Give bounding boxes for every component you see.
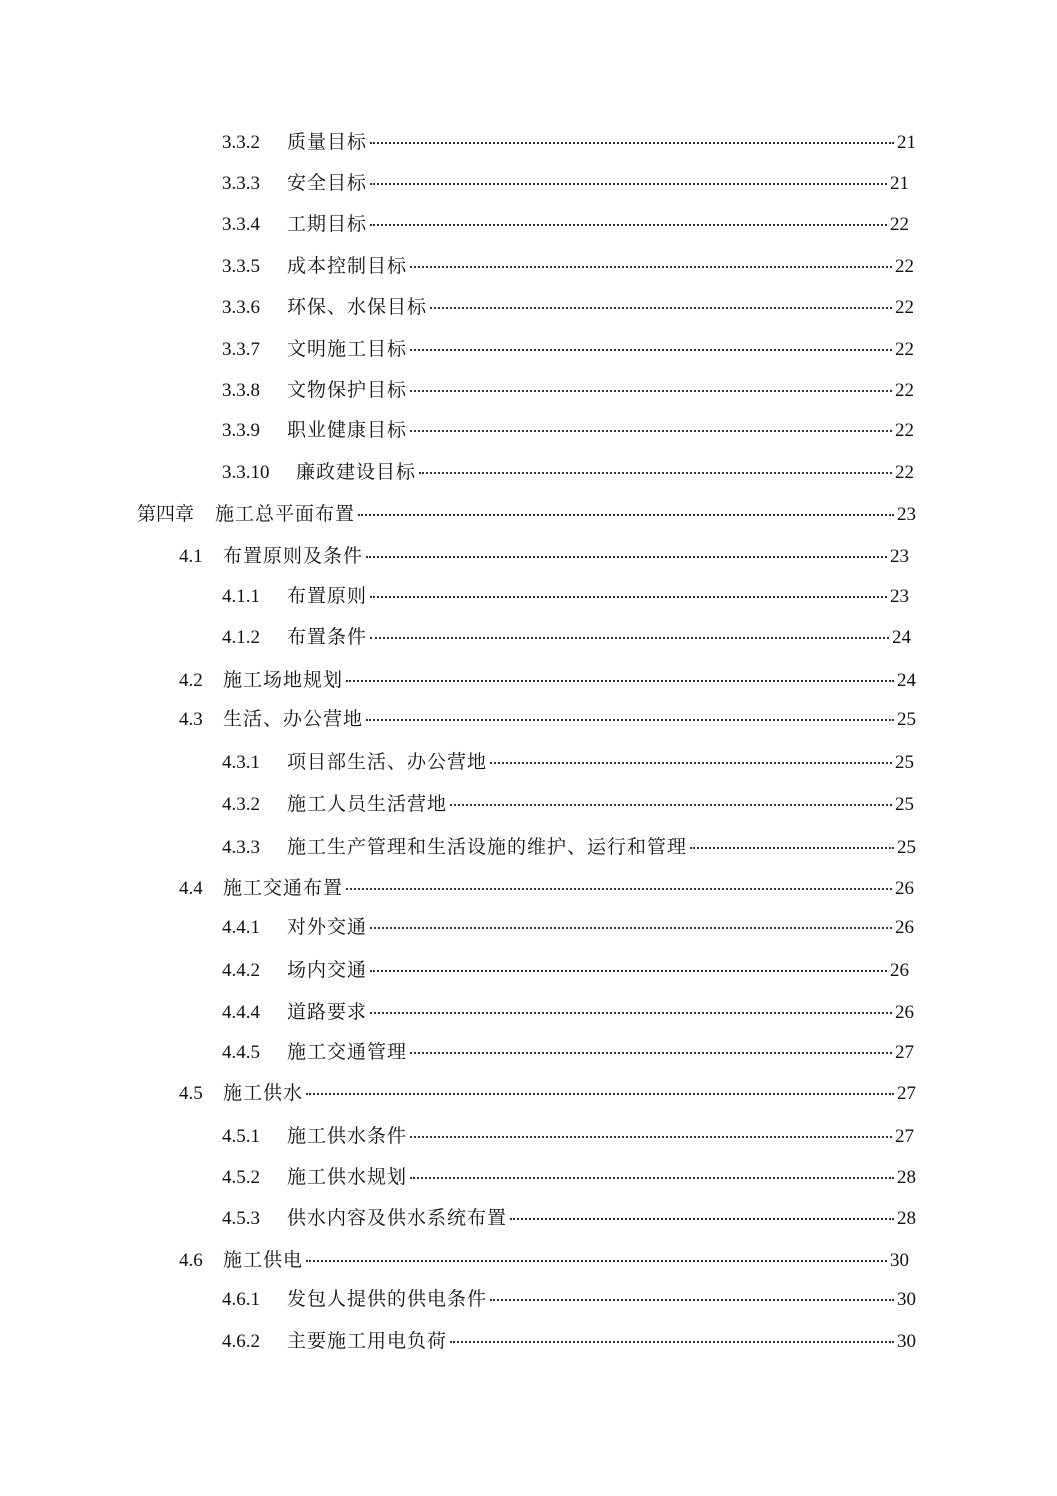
toc-entry-title: 施工交通布置	[223, 878, 344, 899]
dot-leader	[370, 142, 894, 144]
toc-entry-number: 4.4.4	[222, 1002, 260, 1023]
toc-entry[interactable]	[222, 379, 914, 403]
toc-entry-page-number: 22	[890, 214, 909, 235]
toc-entry[interactable]	[179, 1082, 916, 1106]
toc-entry-title: 环保、水保目标	[287, 297, 428, 318]
toc-entry[interactable]	[179, 708, 916, 732]
toc-entry-title: 文明施工目标	[287, 339, 408, 360]
toc-entry-number: 4.5.2	[222, 1167, 260, 1188]
dot-leader	[370, 970, 887, 972]
dot-leader	[306, 1093, 894, 1095]
toc-entry-number: 3.3.10	[222, 462, 270, 483]
toc-entry-number: 第四章	[137, 504, 195, 525]
dot-leader	[430, 307, 892, 309]
toc-entry[interactable]	[222, 1166, 916, 1190]
toc-entry[interactable]	[222, 1330, 916, 1354]
toc-entry[interactable]	[179, 1249, 909, 1273]
toc-entry-number: 4.6	[179, 1250, 203, 1271]
toc-entry-number: 3.3.5	[222, 256, 260, 277]
dot-leader	[410, 349, 892, 351]
toc-entry-number: 3.3.6	[222, 297, 260, 318]
toc-entry-number: 4.3	[179, 709, 203, 730]
toc-entry-title: 施工供电	[223, 1250, 304, 1271]
toc-entry[interactable]	[179, 669, 916, 693]
toc-entry-number: 3.3.4	[222, 214, 260, 235]
toc-entry[interactable]	[222, 296, 914, 320]
toc-entry-page-number: 24	[892, 627, 911, 648]
toc-entry[interactable]	[222, 172, 909, 196]
toc-entry-page-number: 25	[895, 752, 914, 773]
dot-leader	[490, 762, 892, 764]
dot-leader	[450, 1341, 894, 1343]
toc-entry-title: 廉政建设目标	[296, 462, 417, 483]
dot-leader	[419, 472, 892, 474]
toc-entry[interactable]	[222, 585, 909, 609]
toc-entry[interactable]	[222, 793, 914, 817]
toc-entry-page-number: 26	[895, 1002, 914, 1023]
toc-entry[interactable]	[222, 461, 914, 485]
toc-entry-number: 3.3.3	[222, 173, 260, 194]
dot-leader	[450, 804, 892, 806]
toc-entry-title: 布置原则及条件	[223, 546, 364, 567]
toc-entry-number: 4.4.5	[222, 1042, 260, 1063]
toc-entry-title: 施工总平面布置	[215, 504, 356, 525]
toc-entry-title: 施工人员生活营地	[287, 794, 448, 815]
toc-entry-number: 3.3.8	[222, 380, 260, 401]
dot-leader	[370, 637, 889, 639]
toc-entry-number: 3.3.9	[222, 420, 260, 441]
dot-leader	[370, 183, 887, 185]
toc-entry-page-number: 21	[897, 132, 916, 153]
toc-entry-page-number: 22	[895, 380, 914, 401]
toc-entry-number: 4.2	[179, 670, 203, 691]
dot-leader	[410, 266, 892, 268]
dot-leader	[370, 927, 892, 929]
toc-entry-page-number: 22	[895, 339, 914, 360]
toc-entry-page-number: 26	[895, 917, 914, 938]
toc-entry-number: 4.1.1	[222, 586, 260, 607]
toc-entry-title: 布置原则	[287, 586, 368, 607]
toc-entry-number: 4.5.3	[222, 1208, 260, 1229]
dot-leader	[410, 430, 892, 432]
toc-entry-number: 4.1	[179, 546, 203, 567]
toc-entry-page-number: 22	[895, 462, 914, 483]
toc-entry-page-number: 26	[890, 960, 909, 981]
toc-entry[interactable]	[222, 626, 911, 650]
toc-entry-page-number: 28	[897, 1208, 916, 1229]
dot-leader	[346, 888, 892, 890]
toc-entry-page-number: 28	[897, 1167, 916, 1188]
toc-entry-page-number: 25	[895, 794, 914, 815]
toc-entry-page-number: 30	[890, 1250, 909, 1271]
toc-entry[interactable]	[222, 836, 916, 860]
toc-entry[interactable]	[222, 1288, 916, 1312]
toc-entry[interactable]	[222, 419, 914, 443]
toc-entry-title: 职业健康目标	[287, 420, 408, 441]
toc-entry-page-number: 30	[897, 1289, 916, 1310]
toc-entry-number: 4.5.1	[222, 1126, 260, 1147]
toc-entry-page-number: 22	[895, 420, 914, 441]
dot-leader	[346, 680, 894, 682]
toc-entry-title: 供水内容及供水系统布置	[287, 1208, 508, 1229]
toc-entry-number: 4.1.2	[222, 627, 260, 648]
toc-entry-title: 成本控制目标	[287, 256, 408, 277]
toc-entry-number: 3.3.2	[222, 132, 260, 153]
toc-entry-title: 文物保护目标	[287, 380, 408, 401]
dot-leader	[490, 1299, 894, 1301]
toc-entry[interactable]	[137, 503, 916, 527]
toc-entry-page-number: 27	[897, 1083, 916, 1104]
toc-entry[interactable]	[222, 1207, 916, 1231]
toc-entry-page-number: 23	[897, 504, 916, 525]
toc-entry-number: 3.3.7	[222, 339, 260, 360]
toc-entry-number: 4.3.2	[222, 794, 260, 815]
toc-entry-page-number: 30	[897, 1331, 916, 1352]
toc-entry-page-number: 25	[897, 837, 916, 858]
toc-entry-number: 4.6.1	[222, 1289, 260, 1310]
toc-entry-number: 4.4.2	[222, 960, 260, 981]
dot-leader	[370, 1012, 892, 1014]
toc-entry-number: 4.3.3	[222, 837, 260, 858]
dot-leader	[410, 1052, 892, 1054]
toc-entry-page-number: 24	[897, 670, 916, 691]
dot-leader	[690, 847, 894, 849]
toc-entry-title: 项目部生活、办公营地	[287, 752, 488, 773]
toc-entry[interactable]	[222, 1125, 914, 1149]
dot-leader	[370, 596, 887, 598]
toc-entry-number: 4.4	[179, 878, 203, 899]
toc-entry-page-number: 23	[890, 586, 909, 607]
toc-entry-page-number: 21	[890, 173, 909, 194]
dot-leader	[410, 1177, 894, 1179]
toc-entry-title: 工期目标	[287, 214, 368, 235]
toc-entry-number: 4.5	[179, 1083, 203, 1104]
toc-entry[interactable]	[179, 545, 909, 569]
toc-entry[interactable]	[222, 338, 914, 362]
dot-leader	[366, 719, 894, 721]
dot-leader	[410, 390, 892, 392]
toc-entry-title: 发包人提供的供电条件	[287, 1289, 488, 1310]
toc-entry-title: 主要施工用电负荷	[287, 1331, 448, 1352]
toc-entry-title: 生活、办公营地	[223, 709, 364, 730]
toc-entry-title: 道路要求	[287, 1002, 368, 1023]
toc-entry-page-number: 25	[897, 709, 916, 730]
toc-entry[interactable]	[222, 1001, 914, 1025]
toc-entry[interactable]	[222, 959, 909, 983]
dot-leader	[358, 514, 894, 516]
toc-entry-page-number: 26	[895, 878, 914, 899]
toc-entry-number: 4.4.1	[222, 917, 260, 938]
toc-entry-page-number: 23	[890, 546, 909, 567]
toc-entry-page-number: 27	[895, 1042, 914, 1063]
toc-entry-title: 质量目标	[287, 132, 368, 153]
toc-entry-number: 4.6.2	[222, 1331, 260, 1352]
toc-entry-page-number: 22	[895, 297, 914, 318]
toc-entry-title: 施工供水规划	[287, 1167, 408, 1188]
toc-entry-title: 施工供水条件	[287, 1126, 408, 1147]
toc-entry[interactable]	[222, 213, 909, 237]
toc-entry-number: 4.3.1	[222, 752, 260, 773]
toc-entry-title: 施工场地规划	[223, 670, 344, 691]
toc-entry-title: 施工供水	[223, 1083, 304, 1104]
toc-entry[interactable]	[222, 255, 914, 279]
toc-entry-page-number: 22	[895, 256, 914, 277]
toc-entry-title: 施工交通管理	[287, 1042, 408, 1063]
dot-leader	[410, 1136, 892, 1138]
toc-entry[interactable]	[222, 751, 914, 775]
dot-leader	[510, 1218, 894, 1220]
toc-entry-title: 施工生产管理和生活设施的维护、运行和管理	[287, 837, 688, 858]
toc-entry[interactable]	[179, 877, 914, 901]
dot-leader	[370, 224, 887, 226]
toc-entry-page-number: 27	[895, 1126, 914, 1147]
toc-entry[interactable]	[222, 1041, 914, 1065]
toc-entry[interactable]	[222, 131, 916, 155]
toc-entry[interactable]	[222, 916, 914, 940]
dot-leader	[366, 556, 887, 558]
toc-entry-title: 对外交通	[287, 917, 368, 938]
toc-entry-title: 安全目标	[287, 173, 368, 194]
toc-entry-title: 场内交通	[287, 960, 368, 981]
dot-leader	[306, 1260, 887, 1262]
toc-entry-title: 布置条件	[287, 627, 368, 648]
